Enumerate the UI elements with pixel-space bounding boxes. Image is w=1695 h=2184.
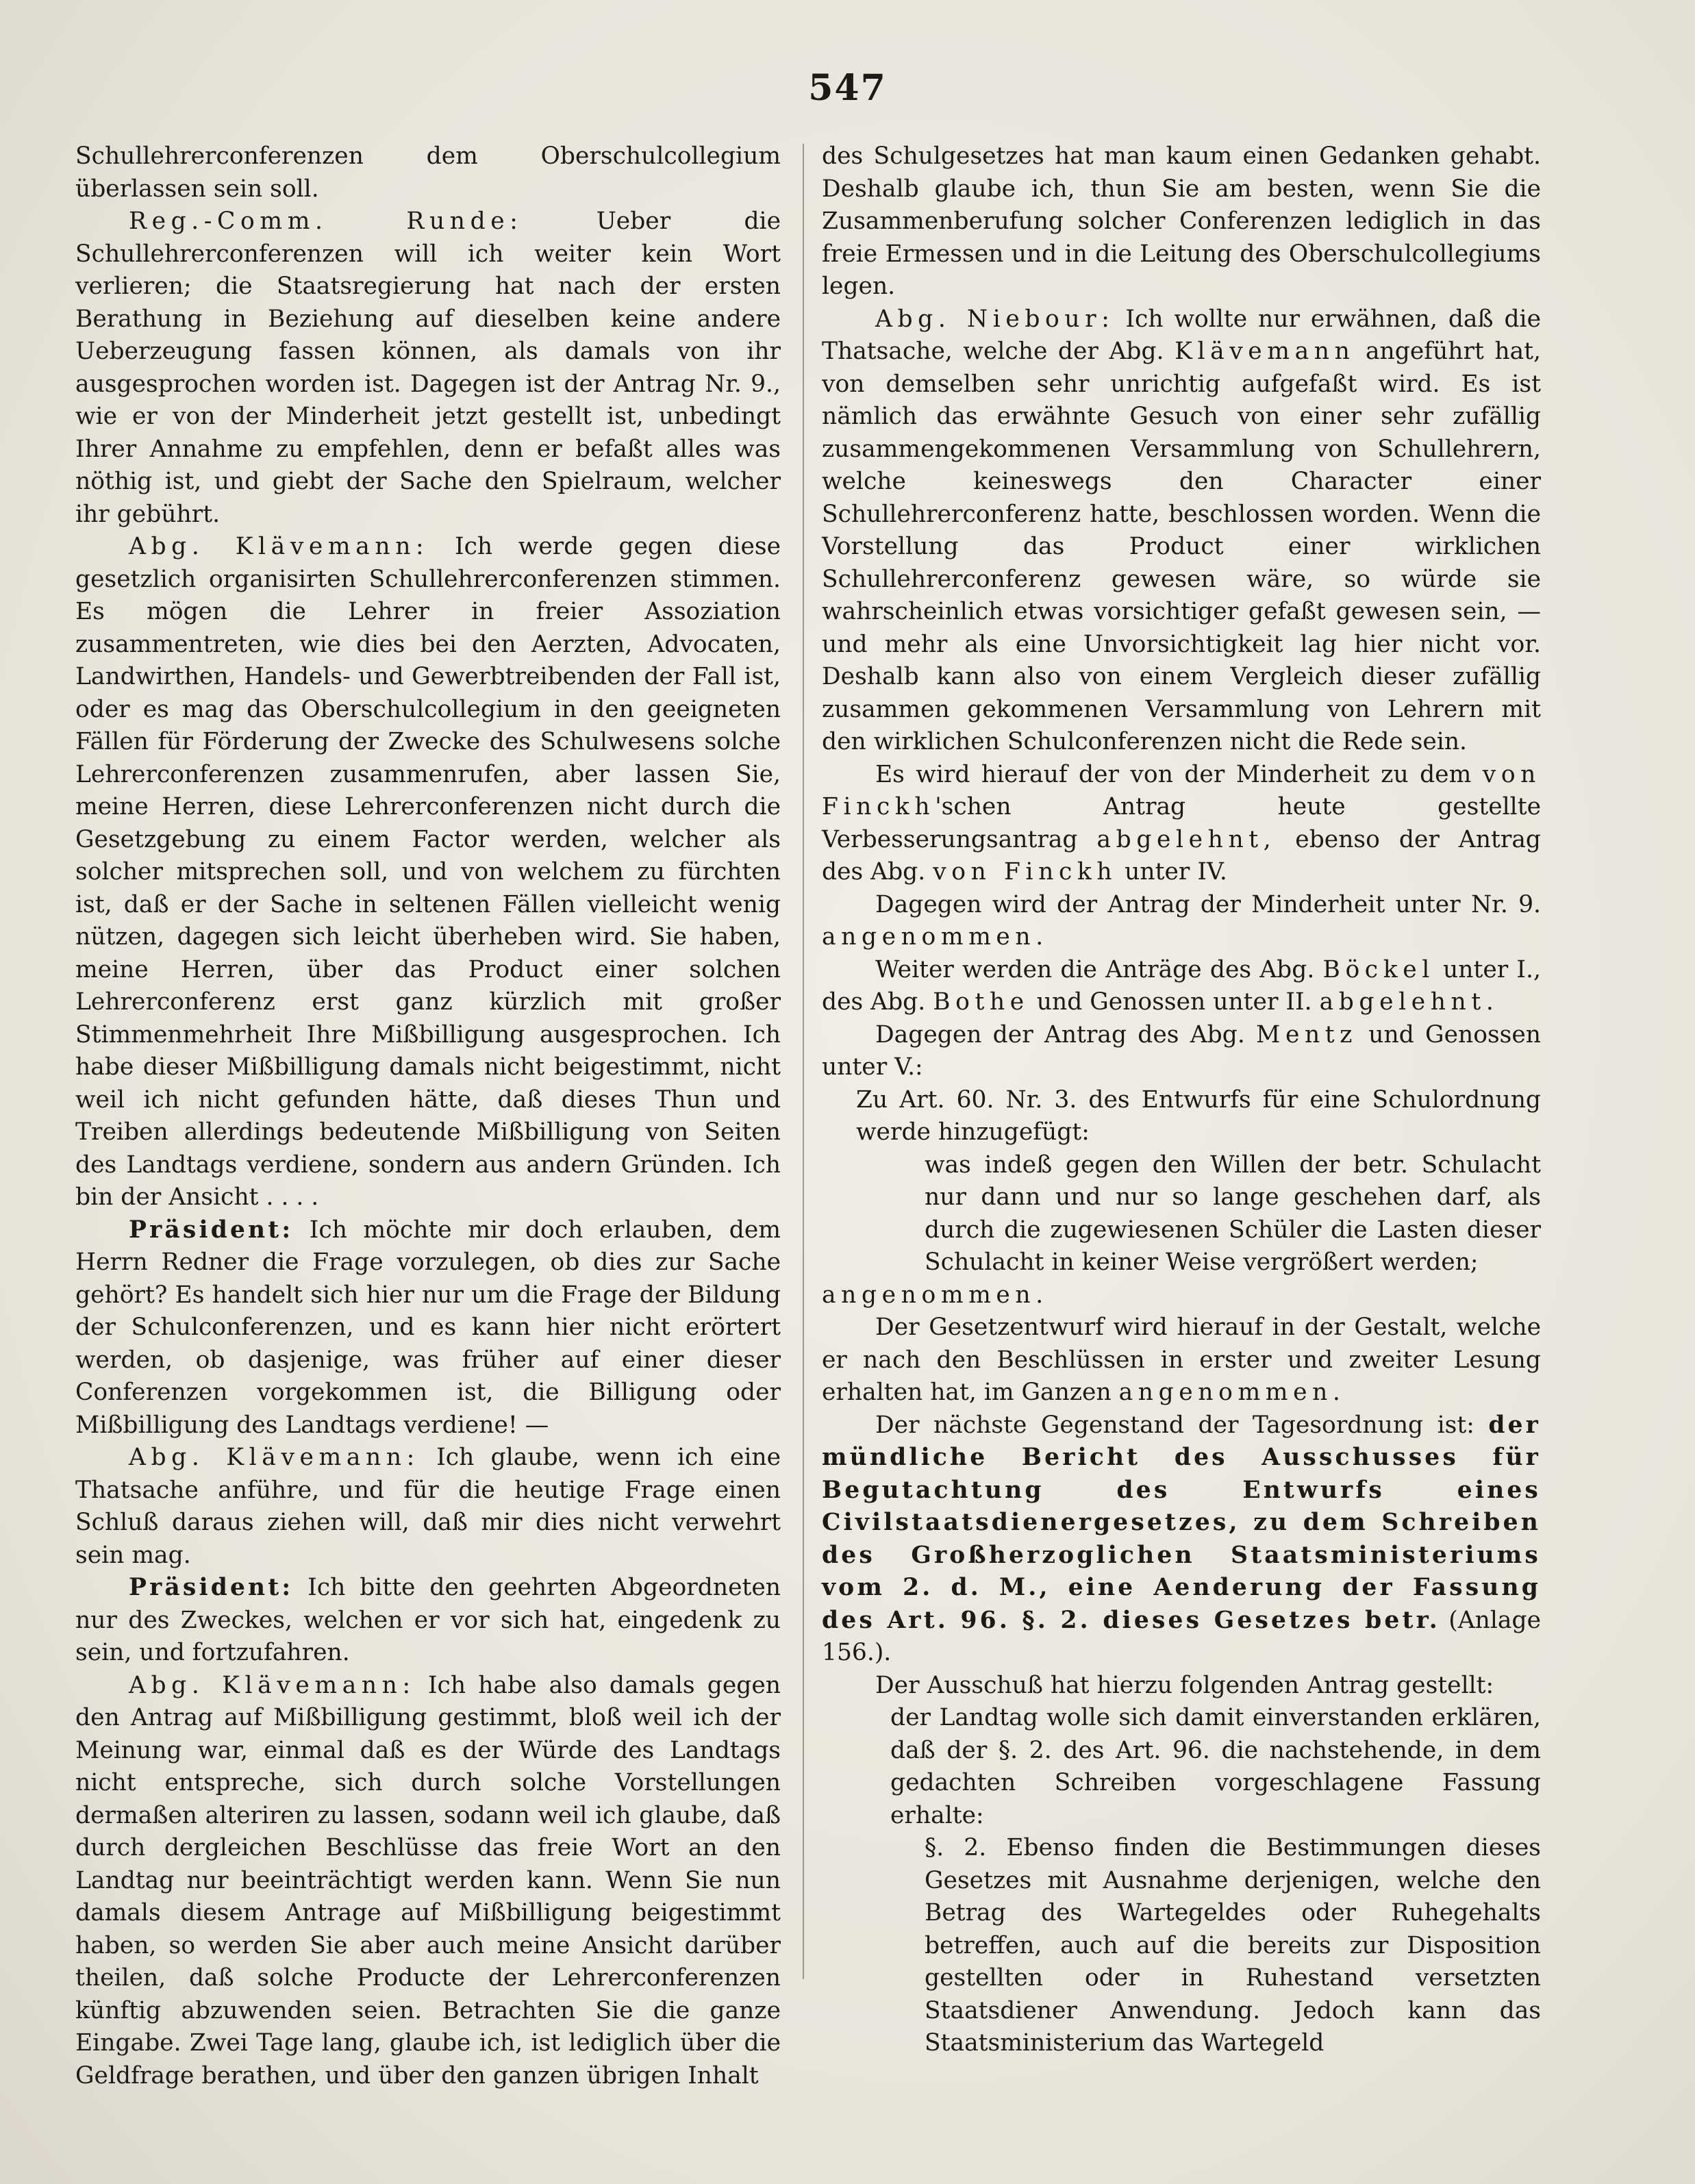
speech-text: Ich werde gegen diese gesetzlich organisirten Schullehrerconferenzen stimmen. Es mögen die Lehrer in freier Assoziation zusammentreten, wie dies bei den Aerzten, Advocaten, Landwirthen, Handels- und Gewerbtreibenden der Fall ist, oder es mag das Oberschulcollegium in den geeigneten Fällen für Förderung der Zwecke des Schulwesens solche Lehrerconferenzen zusammenrufen, aber lassen Sie, meine Herren, diese Lehrerconferenzen nicht durch die Gesetzgebung zu einem Factor werden, welcher als solcher mitsprechen soll, und von welchem zu fürchten ist, daß er der Sache in seltenen Fällen vielleicht wenig nützen, dagegen sich leicht überheben wird. Sie haben, meine Herren, über das Product einer solchen Lehrerconferenz erst ganz kürzlich mit großer Stimmenmehrheit Ihre Mißbilligung ausgesprochen. Ich habe dieser Mißbilligung damals nicht beigestimmt, nicht weil ich nicht gefunden hätte, daß dieses Thun und Treiben allerdings bedeutende Mißbilligung von Seiten des Landtags verdiene, sondern aus andern Gründen. Ich bin der Ansicht . . . . [75, 533, 781, 1211]
paragraph [822, 954, 1541, 1019]
result-spaced: angenommen. [822, 1281, 1049, 1309]
amendment-text: Zu Art. 60. Nr. 3. des Entwurfs für eine Schulordnung werde hinzugefügt: [856, 1085, 1541, 1146]
speaker: Präsident: [129, 1574, 294, 1601]
name-spaced: Böckel [1322, 955, 1435, 983]
name-spaced: Bothe [933, 988, 1029, 1016]
speech-paragraph [75, 531, 781, 1214]
name-spaced: von Finckh [933, 858, 1118, 886]
result-spaced: angenommen. [822, 923, 1049, 951]
speech-paragraph [75, 1670, 781, 2093]
speaker: Abg. Klävemann: [129, 533, 429, 560]
speech-paragraph [75, 1442, 781, 1572]
speech-paragraph [75, 1214, 781, 1442]
left-column [75, 140, 781, 2092]
page-number: 547 [808, 67, 887, 109]
text-span: Der Gesetzentwurf wird hierauf in der Gestalt, welche er nach den Beschlüssen in erster und zweiter Lesung erhalten hat, im Ganzen [822, 1314, 1541, 1406]
result-spaced: abgelehnt. [1319, 988, 1499, 1016]
text-span: Der nächste Gegenstand der Tagesordnung ist: [875, 1411, 1474, 1439]
speaker: Reg.-Comm. Runde: [129, 208, 523, 235]
speaker: Präsident: [129, 1216, 294, 1244]
motion-text: der Landtag wolle sich damit einverstanden erklären, daß der §. 2. des Art. 96. die nachstehende, in dem gedachten Schreiben vorgeschlagene Fassung erhalte: [890, 1704, 1541, 1829]
paragraph [822, 1409, 1541, 1670]
column-divider [803, 144, 804, 1979]
speech-text: Ich bitte den geehrten Abgeordneten nur des Zweckes, welchen er vor sich hat, eingedenk zu sein, und fortzufahren. [75, 1574, 781, 1666]
name-spaced: Klävemann [1175, 338, 1355, 365]
text-span: (Anlage 156.). [822, 1606, 1541, 1666]
name-spaced: von Finckh [822, 760, 1541, 820]
text-span: ebenso der Antrag des Abg. [822, 825, 1542, 886]
paragraph: Schullehrerconferenzen dem Oberschulcollegium überlassen sein soll. [75, 142, 781, 203]
result-spaced: angenommen. [1118, 1379, 1346, 1406]
text-span: Dagegen wird der Antrag der Minderheit unter Nr. 9. [875, 890, 1541, 918]
speech-text: Ich glaube, wenn ich eine Thatsache anführe, und für die heutige Frage einen Schluß daraus ziehen will, daß mir dies nicht verwehrt sein mag. [75, 1444, 781, 1569]
speaker: Abg. Niebour: [875, 305, 1115, 333]
paragraph [822, 1019, 1541, 1084]
text-span: 'schen Antrag heute gestellte Verbesserungsantrag [822, 793, 1541, 853]
speaker: Abg. Klävemann: [129, 1444, 420, 1471]
paragraph: des Schulgesetzes hat man kaum einen Gedanken gehabt. Deshalb glaube ich, thun Sie am besten, wenn Sie die Zusammenberufung solcher Conferenzen lediglich in das freie Ermessen und in die Leitung des Oberschulcollegiums legen. [822, 142, 1541, 300]
name-spaced: Mentz [1256, 1020, 1357, 1049]
agenda-item: der mündliche Bericht des Ausschusses für Begutachtung des Entwurfs eines Civilstaatsdienergesetzes, zu dem Schreiben des Großherzoglichen Staatsministeriums vom 2. d. M., eine Aenderung der Fassung des Art. 96. §. 2. dieses Gesetzes betr. [822, 1411, 1541, 1634]
paragraph [822, 1311, 1541, 1409]
paragraph [822, 889, 1541, 954]
text-span: unter I., des Abg. [822, 955, 1541, 1016]
speech-paragraph [75, 205, 781, 531]
speech-paragraph [822, 303, 1541, 759]
text-span: unter IV. [1125, 858, 1227, 886]
speaker: Abg. Klävemann: [129, 1671, 416, 1699]
text-span: und Genossen unter II. [1036, 988, 1312, 1016]
result-spaced: abgelehnt, [1096, 825, 1277, 853]
speech-text: Ich wollte nur erwähnen, daß die Thatsache, welche der Abg. [822, 305, 1541, 365]
right-column [822, 140, 1541, 2060]
speech-text: angeführt hat, von demselben sehr unrichtig aufgefaßt wird. Es ist nämlich das erwähnte Gesuch von einer sehr zufällig zusammengekommenen Versammlung von Schullehrern, welche keineswegs den Character einer Schullehrerconferenz hatte, beschlossen worden. Wenn die Vorstellung das Product einer wirklichen Schullehrerconferenz gewesen wäre, so würde sie wahrscheinlich etwas vorsichtiger gefaßt gewesen sein, — und mehr als eine Unvorsichtigkeit lag hier nicht vor. Deshalb kann also von einem Vergleich dieser zufällig zusammen gekommenen Versammlung von Lehrern mit den wirklichen Schulconferenzen nicht die Rede sein. [822, 338, 1541, 755]
speech-text: Ich möchte mir doch erlauben, dem Herrn Redner die Frage vorzulegen, ob dies zur Sache gehört? Es handelt sich hier nur um die Frage der Bildung der Schulconferenzen, und es kann hier nicht erörtert werden, ob dasjenige, was früher auf einer dieser Conferenzen vorgekommen ist, die Billigung oder Mißbilligung des Landtags verdiene! — [75, 1216, 781, 1439]
text-span: Es wird hierauf der von der Minderheit zu dem [875, 760, 1472, 788]
text-span: Dagegen der Antrag des Abg. [875, 1020, 1245, 1049]
paragraph [822, 759, 1541, 889]
speech-paragraph [75, 1572, 781, 1670]
amendment-quote: was indeß gegen den Willen der betr. Schulacht nur dann und nur so lange geschehen darf, als durch die zugewiesenen Schüler die Lasten dieser Schulacht in keiner Weise vergrößert werden; [925, 1151, 1541, 1276]
law-text: §. 2. Ebenso finden die Bestimmungen dieses Gesetzes mit Ausnahme derjenigen, welche den Betrag des Wartegeldes oder Ruhegehalts betreffen, auch auf die bereits zur Disposition gestellten oder in Ruhestand versetzten Staatsdiener Anwendung. Jedoch kann das Staatsministerium das Wartegeld [925, 1834, 1541, 2057]
paragraph: Der Ausschuß hat hierzu folgenden Antrag gestellt: [875, 1671, 1494, 1699]
speech-text: Ich habe also damals gegen den Antrag auf Mißbilligung gestimmt, bloß weil ich der Meinung war, einmal daß es der Würde des Landtags nicht entspreche, sich durch solche Vorstellungen dermaßen alteriren zu lassen, sodann weil ich glaube, daß durch dergleichen Beschlüsse das freie Wort an den Landtag nur beeinträchtigt werden kann. Wenn Sie nun damals diesem Antrage auf Mißbilligung beigestimmt haben, so werden Sie aber auch meine Ansicht darüber theilen, daß solche Producte der Lehrerconferenzen künftig abzuwenden seien. Betrachten Sie die ganze Eingabe. Zwei Tage lang, glaube ich, ist lediglich über die Geldfrage berathen, und über den ganzen übrigen Inhalt [75, 1671, 781, 2089]
text-span: Weiter werden die Anträge des Abg. [875, 955, 1315, 983]
speech-text: Ueber die Schullehrerconferenzen will ich weiter kein Wort verlieren; die Staatsregierung hat nach der ersten Berathung in Beziehung auf dieselben keine andere Ueberzeugung fassen können, als damals von ihr ausgesprochen worden ist. Dagegen ist der Antrag Nr. 9., wie er von der Minderheit jetzt gestellt ist, unbedingt Ihrer Annahme zu empfehlen, denn er befaßt alles was nöthig ist, und giebt der Sache den Spielraum, welcher ihr gebührt. [75, 208, 781, 528]
text-span: und Genossen unter V.: [822, 1020, 1542, 1081]
